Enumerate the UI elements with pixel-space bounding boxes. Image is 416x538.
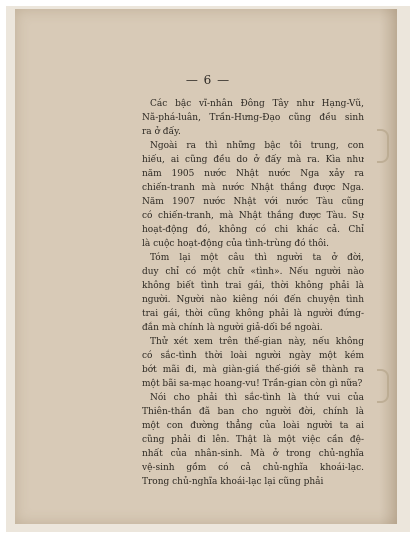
text-line: năm 1905 nước Nhật nước Nga xảy ra [142,169,364,179]
text-line: là cuộc hoạt-động của tình-trùng đó thôi. [142,239,330,249]
text-line: Trong chủ-nghĩa khoái-lạc lại cũng phải [142,477,324,487]
paragraph-3 [142,251,364,335]
paragraph-1 [142,97,364,139]
text-line: có chiến-tranh, mà Nhật thắng được Tàu. Sự [142,211,364,221]
text-line: vệ-sinh gồm có cả chủ-nghĩa khoái-lạc. [142,463,364,473]
text-line: Các bậc vĩ-nhân Đông Tây như Hạng-Vũ, [150,99,364,109]
text-line: một bãi sa-mạc hoang-vu! Trần-gian còn gì nữa? [142,379,363,389]
text-line: Nã-phá-luân, Trần-Hưng-Đạo cũng đều sinh [142,113,364,123]
binding-staple-bottom [377,369,389,403]
text-line: trai gái, thời cũng không phải là người đứng- [142,309,364,319]
text-line: chiến-tranh mà nước Nhật thắng được Nga. [142,183,364,193]
text-line: ra ở đấy. [142,127,181,137]
text-line: không biết tình trai gái, thời không phải là [142,281,364,291]
text-line: hiếu, ai cũng đều do ở đấy mà ra. Kìa như [142,155,364,165]
text-line: Tóm lại một câu thì người ta ở đời, [150,253,364,263]
text-line: cũng phải đi lên. Thật là một việc cần đệ- [142,435,364,445]
text-line: đắn mà chính là người giả-dối bề ngoài. [142,323,323,333]
text-line: Năm 1907 nước Nhật với nước Tàu cũng [142,197,364,207]
text-line: người. Người nào kiêng nói đến chuyện tình [142,295,364,305]
paragraph-4 [142,335,364,391]
text-line: bớt mãi đi, mà giàn-giá thế-giới sẽ thành ra [142,365,364,375]
text-line: Thiên-thần đã ban cho người đời, chính là [142,407,364,417]
page-number: — 6 — [185,73,231,87]
text-line: Nói cho phải thì sắc-tình là thứ vui của [150,393,364,403]
paragraph-5 [142,391,364,489]
paragraph-2 [142,139,364,251]
text-line: một con đường thẳng của loài người ta ai [142,421,364,431]
binding-staple-top [377,129,389,163]
text-line: có sắc-tình thời loài người ngày một kém [142,351,364,361]
text-line: nhất của nhân-sinh. Mà ở trong chủ-nghĩa [142,449,364,459]
text-line: duy chỉ có một chữ «tình». Nếu người nào [142,267,364,277]
text-line: Thử xét xem trên thế-gian này, nếu không [150,337,364,347]
text-line: Ngoài ra thì những bậc tôi trung, con [150,141,364,151]
body-text [142,97,364,489]
text-line: hoạt-động đó, không có chi khác cả. Chỉ [142,225,364,235]
